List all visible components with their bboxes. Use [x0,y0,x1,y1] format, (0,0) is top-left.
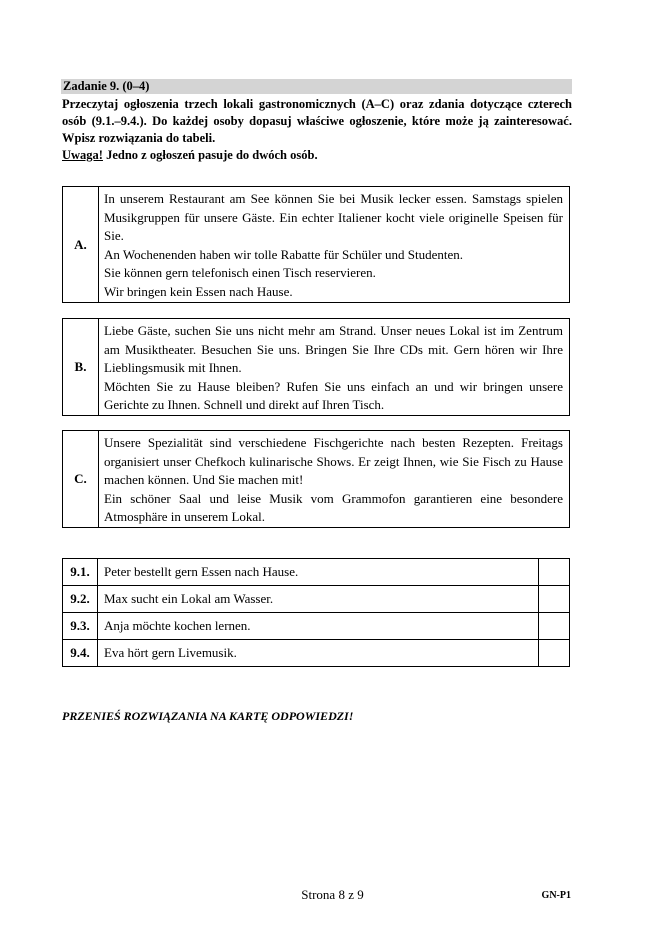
ad-paragraph: Liebe Gäste, suchen Sie uns nicht mehr am Strand. Unser neues Lokal ist im Zentrum am Musiktheater. Besuchen Sie uns. Bringen Sie Ihre CDs mit. Gern hören wir Ihre Lieblingsmusik mit Ihnen. [104,323,563,375]
ad-text [99,319,569,415]
ad-paragraph: In unserem Restaurant am See können Sie bei Musik lecker essen. Samstags spielen Musikgruppen für unsere Gäste. Ein echter Italiener kocht viele originelle Speisen für Sie. [104,191,563,243]
answer-box[interactable] [539,586,570,613]
ad-paragraph: An Wochenenden haben wir tolle Rabatte für Schüler und Studenten. [104,246,464,262]
ad-paragraph: Sie können gern telefonisch einen Tisch reservieren. [104,265,376,280]
note-label: Uwaga! [62,148,103,162]
ad-paragraph: Möchten Sie zu Hause bleiben? Rufen Sie uns einfach an und wir bringen unsere Gerichte zu Ihnen. Schnell und direkt auf Ihren Tisch. [104,378,563,412]
ad-paragraph: Ein schöner Saal und leise Musik vom Grammofon garantieren eine besondere Atmosphäre in unserem Lokal. [104,490,563,524]
statement-number: 9.4. [63,640,98,667]
ad-b [62,318,570,416]
table-row [63,559,570,586]
statement-text: Peter bestellt gern Essen nach Hause. [98,559,539,586]
table-row [63,586,570,613]
ad-paragraph: Unsere Spezialität sind verschiedene Fischgerichte nach besten Rezepten. Freitags organisiert unser Chefkoch kulinarische Shows. Er zeigt Ihnen, wie Sie Fisch zu Hause machen können. Und Sie machen mit! [104,435,563,487]
table-row [63,613,570,640]
statement-text: Max sucht ein Lokal am Wasser. [98,586,539,613]
ad-letter: B. [63,319,99,415]
answer-table [62,558,570,667]
ad-letter: A. [63,187,99,302]
ad-paragraph: Wir bringen kein Essen nach Hause. [104,283,293,299]
instruction-text: Przeczytaj ogłoszenia trzech lokali gastronomicznych (A–C) oraz zdania dotyczące czterech osób (9.1.–9.4.). Do każdej osoby dopasuj właściwe ogłoszenie, które może ją zainteresować. Wpisz rozwiązania do tabeli. [62,97,572,145]
table-row [63,640,570,667]
statement-number: 9.1. [63,559,98,586]
note-text: Jedno z ogłoszeń pasuje do dwóch osób. [102,148,318,162]
statement-number: 9.3. [63,613,98,640]
task-instructions [62,96,572,164]
page-number: Strona 8 z 9 [301,887,364,902]
ad-c [62,430,570,528]
answer-box[interactable] [539,613,570,640]
transfer-note: PRZENIEŚ ROZWIĄZANIA NA KARTĘ ODPOWIEDZI! [62,709,354,723]
answer-box[interactable] [539,559,570,586]
ad-a [62,186,570,303]
statement-number: 9.2. [63,586,98,613]
statement-text: Eva hört gern Livemusik. [98,640,539,667]
statement-text: Anja möchte kochen lernen. [98,613,539,640]
ad-text [99,187,569,302]
ad-letter: C. [63,431,99,527]
task-title: Zadanie 9. (0–4) [61,79,572,94]
exam-code: GN-P1 [541,890,571,901]
task-note [62,147,572,164]
answer-box[interactable] [539,640,570,667]
ad-text [99,431,569,527]
